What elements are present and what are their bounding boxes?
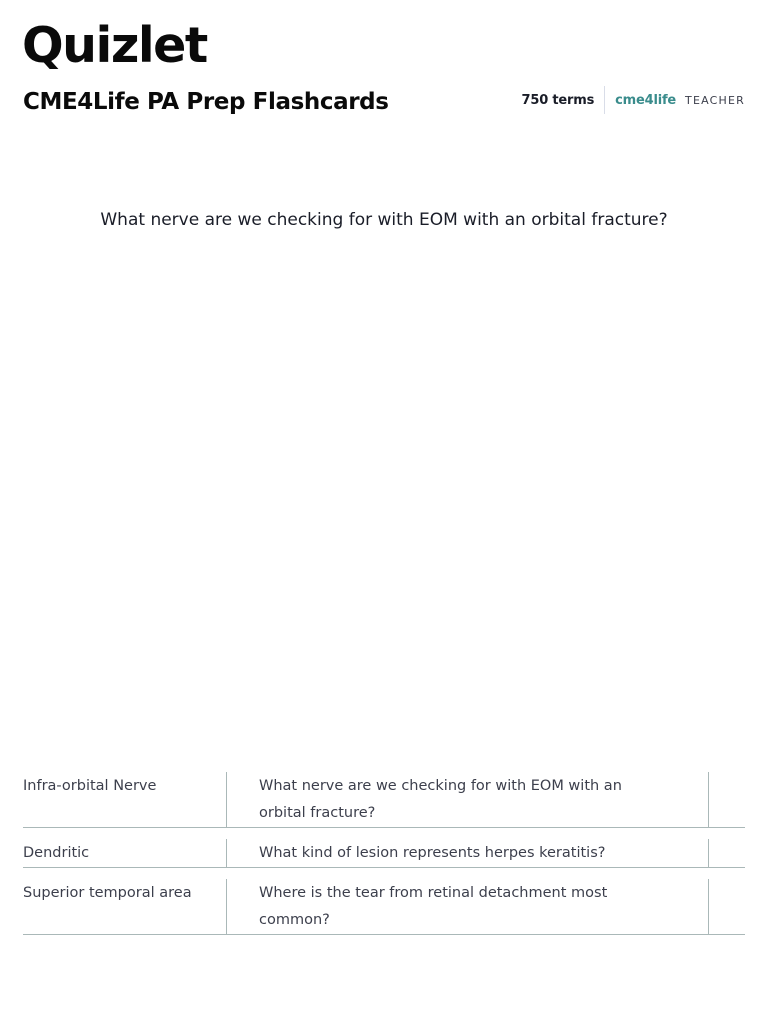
- quizlet-logo[interactable]: Quizlet: [22, 17, 207, 74]
- author-role-badge: TEACHER: [685, 93, 745, 107]
- row-spacer: [709, 839, 745, 867]
- term-cell: Dendritic: [23, 839, 227, 867]
- set-title: CME4Life PA Prep Flashcards: [23, 89, 389, 115]
- definition-cell: What nerve are we checking for with EOM with an orbital fracture?: [227, 772, 709, 827]
- set-meta: [522, 86, 745, 114]
- definition-cell: What kind of lesion represents herpes keratitis?: [227, 839, 709, 867]
- table-row: [23, 839, 745, 868]
- terms-table: [23, 772, 745, 946]
- definition-cell: Where is the tear from retinal detachment most common?: [227, 879, 709, 934]
- flashcard-question: What nerve are we checking for with EOM with an orbital fracture?: [100, 210, 668, 230]
- table-row: [23, 879, 745, 935]
- terms-count: 750 terms: [521, 92, 595, 108]
- meta-divider: [604, 86, 605, 114]
- term-cell: Superior temporal area: [23, 879, 227, 934]
- author-link[interactable]: cme4life: [615, 92, 677, 108]
- row-spacer: [709, 879, 745, 934]
- table-row: [23, 772, 745, 828]
- row-spacer: [709, 772, 745, 827]
- term-cell: Infra-orbital Nerve: [23, 772, 227, 827]
